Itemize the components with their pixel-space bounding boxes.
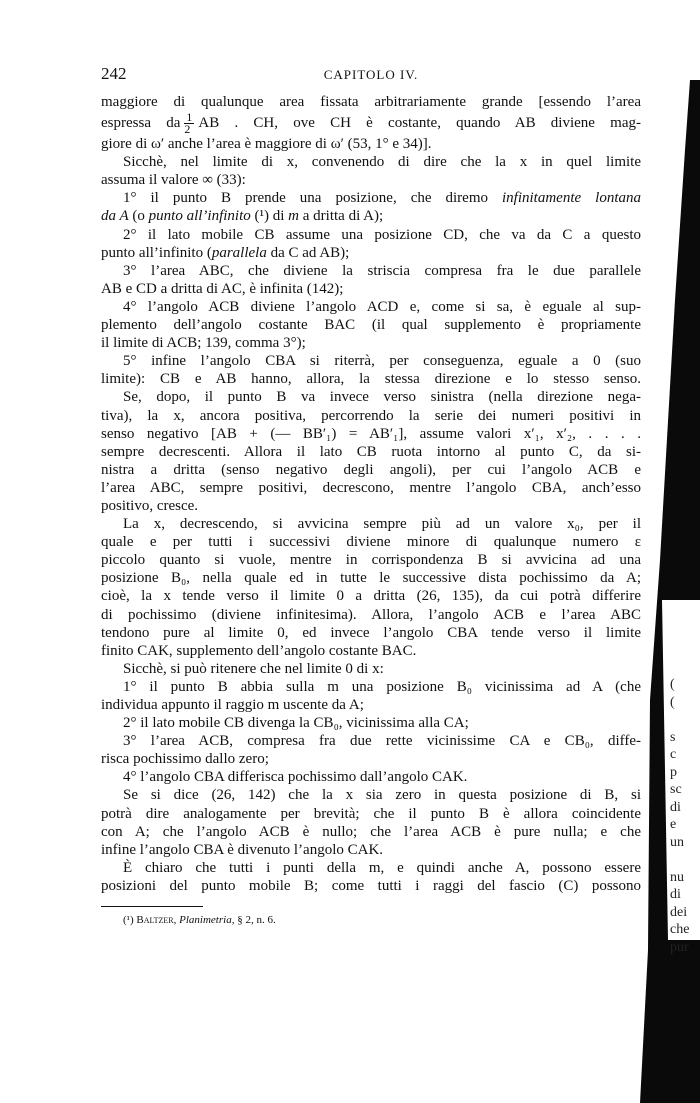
- text-line: Sicchè, nel limite di x, convenendo di dire che la x in quel limite: [123, 154, 641, 171]
- text-line: piccolo quanto si vuole, mentre in corrispondenza B si avvicina ad una: [101, 552, 641, 569]
- fraction-one-half: [184, 112, 194, 135]
- text-line: tiva), la x, ancora positiva, percorrendo la serie dei numeri positivi in: [101, 407, 641, 424]
- text-line: assuma il valore ∞ (33):: [101, 172, 246, 189]
- text-line: sempre decrescenti. Allora il lato CB ruota intorno al punto C, da si-: [101, 443, 641, 460]
- footnote-author: Baltzer,: [136, 914, 177, 926]
- text-line: cioè, la x tende verso il limite 0 a dritta (26, 135), da cui potrà differire: [101, 588, 641, 605]
- text-line: finito CAK, supplemento dell’angolo costante BAC.: [101, 642, 417, 659]
- adjacent-page-fragments: ( ( s c p sc di e un nu di dei che pur: [670, 677, 690, 955]
- footnote-ref: § 2, n. 6.: [237, 914, 276, 926]
- italic-term: parallela: [211, 244, 267, 261]
- text-line: risca pochissimo dallo zero;: [101, 751, 269, 768]
- text-line: Se si dice (26, 142) che la x sia zero in questa posizione di B, si: [123, 787, 641, 804]
- text-line: potrà dire analogamente per brevità; che il punto B è allora coincidente: [101, 805, 641, 822]
- text-line: posizione B₀, nella quale ed in tutte le successive dista pochissimo da A;: [101, 570, 641, 587]
- text-line: [101, 189, 641, 207]
- text-line: di pochissimo (diviene infinitesima). Allora, l’angolo ACB e l’area ABC: [101, 606, 641, 623]
- text-line-fraction: [101, 111, 641, 135]
- footnote-mark: (¹): [123, 914, 134, 926]
- italic-term: punto all’infinito: [148, 208, 251, 225]
- text-segment: AB . CH, ove CH è costante, quando AB diviene mag-: [198, 115, 641, 132]
- text-line: 4° l’angolo CBA differisca pochissimo dall’angolo CAK.: [123, 769, 468, 786]
- text-line: tendono pure al limite 0, ed invece l’angolo CBA tende verso il limite: [101, 624, 641, 641]
- text-line: quale e per tutti i successivi diviene minore di qualunque numero ε: [101, 534, 641, 551]
- text-line: 1° il punto B abbia sulla m una posizione B₀ vicinissima ad A (che: [123, 678, 641, 695]
- text-line: giore di ω′ anche l’area è maggiore di ω′ (53, 1° e 34)].: [101, 136, 432, 153]
- chapter-title: CAPITOLO IV.: [323, 67, 419, 82]
- denominator: 2: [184, 122, 191, 137]
- body-text: [101, 93, 641, 895]
- page-header: [101, 64, 641, 88]
- text-line: maggiore di qualunque area fissata arbitrariamente grande [essendo l’area: [101, 94, 641, 110]
- text-line: positivo, cresce.: [101, 497, 199, 514]
- footnote-ref: (¹) di: [254, 208, 285, 225]
- text-line: È chiaro che tutti i punti della m, e quindi anche A, possono essere: [123, 859, 641, 876]
- text-line: [101, 207, 641, 225]
- page-number: 242: [101, 64, 127, 83]
- text-line: l’area ABC, sempre positivi, decrescono, mentre l’angolo CBA, anch’esso: [101, 479, 641, 496]
- text-line: con A; che l’angolo ACB è nullo; che l’area ACB è pure nulla; e che: [101, 823, 641, 840]
- text-line: nistra a dritta (senso negativo degli angoli), per cui l’angolo ACB e: [101, 461, 641, 478]
- text-line: [101, 244, 641, 262]
- text-line: 2° il lato mobile CB assume una posizione CD, che va da C a questo: [123, 226, 641, 243]
- text-line: individua appunto il raggio m uscente da A;: [101, 697, 364, 713]
- italic-term: da A: [101, 208, 129, 225]
- text-line: senso negativo [AB + (— BB′₁) = AB′₁], assume valori x′₁, x′₂, . . . .: [101, 425, 641, 442]
- text-segment: espressa da: [101, 115, 181, 132]
- text-segment: punto all’infinito (: [101, 244, 212, 261]
- text-line: La x, decrescendo, si avvicina sempre più ad un valore x₀, per il: [123, 516, 641, 533]
- footnote-divider: [101, 906, 203, 907]
- text-segment: (o: [132, 208, 145, 225]
- text-line: limite): CB e AB hanno, allora, la stessa direzione e lo stesso senso.: [101, 371, 641, 388]
- text-line: plemento dell’angolo costante BAC (il qual supplemento è propriamente: [101, 317, 641, 334]
- text-segment: 1° il punto B prende una posizione, che diremo: [123, 190, 489, 207]
- italic-term: infinitamente lontana: [502, 190, 642, 207]
- text-line: Se, dopo, il punto B va invece verso sinistra (nella direzione nega-: [123, 389, 641, 406]
- text-line: 4° l’angolo ACB diviene l’angolo ACD e, come si sa, è eguale al sup-: [123, 298, 641, 315]
- text-segment: da C ad AB);: [270, 244, 350, 261]
- text-line: posizioni del punto mobile B; come tutti i raggi del fascio (C) possono: [101, 877, 641, 894]
- text-line: Sicchè, si può ritenere che nel limite 0 di x:: [123, 660, 384, 677]
- text-line: 5° infine l’angolo CBA si riterrà, per conseguenza, eguale a 0 (suo: [123, 353, 641, 370]
- footnote: [123, 913, 276, 927]
- text-line: AB e CD a dritta di AC, è infinita (142);: [101, 280, 344, 297]
- text-line: 2° il lato mobile CB divenga la CB₀, vicinissima alla CA;: [123, 715, 469, 732]
- text-line: il limite di ACB; 139, comma 3°);: [101, 335, 306, 352]
- italic-var: m: [288, 208, 299, 225]
- footnote-title: Planimetria,: [179, 914, 235, 926]
- text-line: 3° l’area ABC, che diviene la striscia compresa fra le due parallele: [123, 262, 641, 279]
- text-line: infine l’angolo CBA è divenuto l’angolo CAK.: [101, 841, 384, 858]
- text-segment: a dritta di A);: [302, 208, 384, 225]
- numerator: 1: [186, 110, 193, 125]
- text-line: 3° l’area ACB, compresa fra due rette vicinissime CA e CB₀, diffe-: [123, 733, 641, 750]
